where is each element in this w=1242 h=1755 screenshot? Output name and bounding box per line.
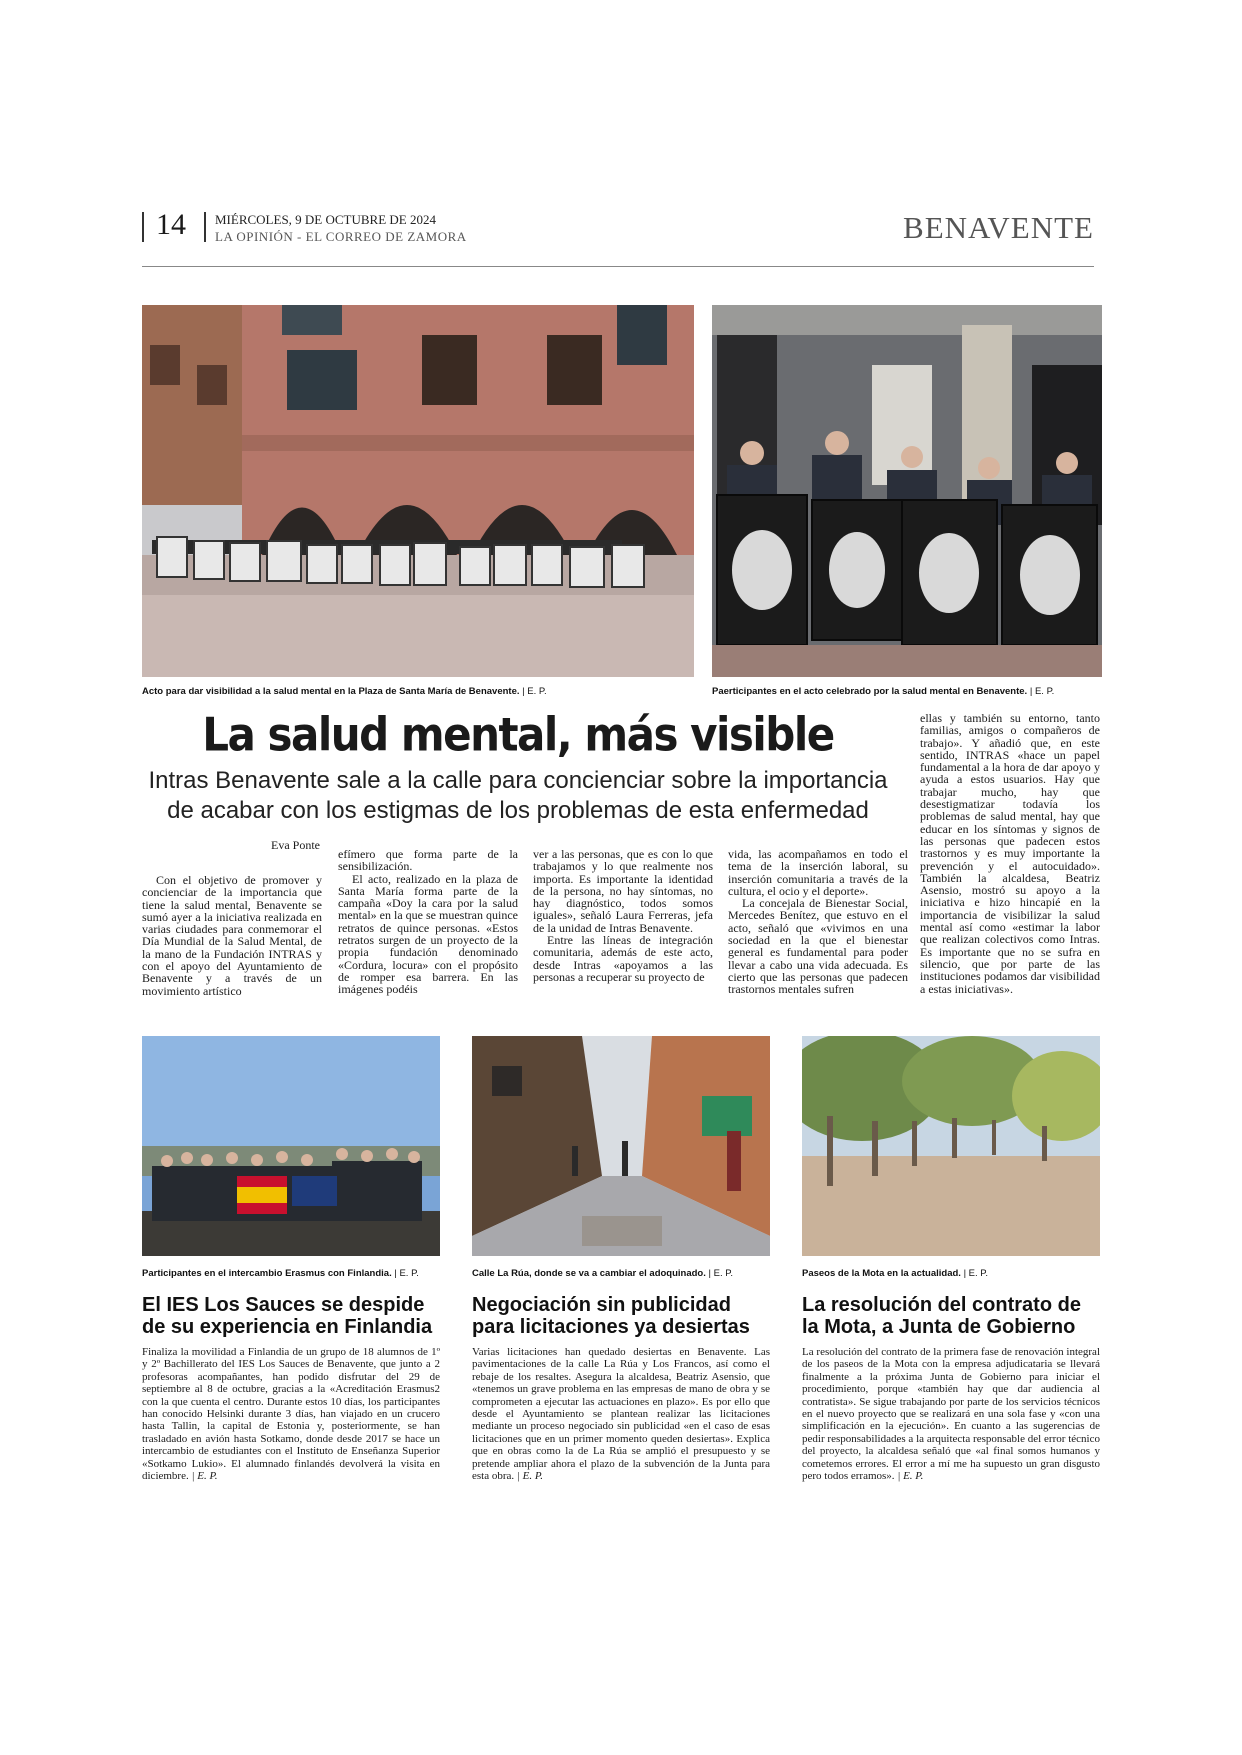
article-column-1 (142, 874, 322, 997)
header-divider (142, 212, 144, 242)
photo-participants-portraits (712, 305, 1102, 677)
photo-plaza-illustration (142, 305, 694, 677)
main-subheadline (142, 766, 894, 826)
brief-body (142, 1346, 440, 1482)
section-title: BENAVENTE (903, 210, 1094, 245)
photo-credit: | E. P. (394, 1268, 419, 1279)
paragraph: La resolución del contrato de la primera fase de renovación integral de los paseos de la Mota con la empresa adjudicataria se llevará finalmente a la próxima Junta de Gobierno para iniciar el procedimiento, porque «también hay que dar audiencia al contratista». Se sigue trabajando por parte de los servicios técnicos en el nuevo proyecto que se realizará en una sola fase y «con una simplificación en la ejecución». En cuanto a las sugerencias de pedir responsabilidades a la arquitecta responsable del error técnico del proyecto, la alcaldesa señaló que «al final somos humanos y cometemos errores. El error a mí me ha supuesto un gran disgusto pero todos erramos». (802, 1346, 1100, 1483)
main-headline: La salud mental, más visible (202, 707, 834, 762)
paragraph: El acto, realizado en la plaza de Santa María forma parte de la campaña «Doy la cara por la salud mental» en la que se muestran quince retratos de quince personas. «Estos retratos surgen de un proyecto de la propia fundación denominado «Cordura, locura» con el propósito de romper esa barrera. En las imágenes podéis (338, 871, 518, 997)
article-column-2 (338, 848, 518, 996)
headline-line: de su experiencia en Finlandia (142, 1316, 433, 1338)
paragraph: efímero que forma parte de la sensibilización. (338, 847, 518, 874)
photo-erasmus-illustration (142, 1036, 440, 1256)
photo-paseos-mota (802, 1036, 1100, 1256)
brief-headline (472, 1294, 772, 1338)
caption-text: Participantes en el intercambio Erasmus con Finlandia. (142, 1268, 392, 1279)
article-column-4 (728, 848, 908, 996)
page-number: 14 (156, 208, 186, 241)
signature: | E. P. (191, 1470, 218, 1483)
photo-credit: | E. P. (1029, 686, 1055, 697)
photo-credit: | E. P. (708, 1268, 733, 1279)
caption-text: Paerticipantes en el acto celebrado por la salud mental en Benavente. (712, 686, 1028, 697)
signature: | E. P. (897, 1470, 924, 1483)
photo-caption (142, 1268, 419, 1279)
header-divider (204, 212, 206, 242)
paragraph: ellas y también su entorno, tanto familias, amigos o compañeros de trabajo». Y añadió que, en este sentido, INTRAS «hace un papel fundamental a la hora de dar apoyo y ayuda a estos usuarios. Hay que trabajar mucho, hay que desestigmatizar todavía los problemas de salud mental, hay que educar en los síntomas y signos de las personas que padecen estos trastornos y es muy importante la prevención y el autocuidado». También la alcaldesa, Beatriz Asensio, mostró su apoyo a la iniciativa e hizo hincapié en la importancia de visibilizar la salud mental así como «estimar la labor que realizan colectivos como Intras. Es importante que no se sufra en silencio, que por parte de las instituciones podamos dar visibilidad a estas iniciativas». (920, 711, 1100, 996)
brief-body (472, 1346, 770, 1482)
photo-caption (142, 686, 547, 697)
photo-credit: | E. P. (522, 686, 547, 697)
paragraph: ver a las personas, que es con lo que trabajamos y lo que realmente nos importa. Es importante la identidad de la persona, no hay síntomas, no hay diagnóstico, todos somos iguales», señaló Laura Ferreras, jefa de la unidad de Intras Benavente. (533, 847, 713, 935)
paragraph: Varias licitaciones han quedado desiertas en Benavente. Las pavimentaciones de la calle La Rúa y Los Francos, así como el rebaje de los resaltes. Asegura la alcaldesa, Beatriz Asensio, que «tenemos un grave problema en las empresas de mano de obra y se comprometen a ejecutar las actuaciones en plazo». Es por ello que desde el Ayuntamiento se plantean realizar las licitaciones mediante un proceso negociado sin publicidad «en el caso de esas licitaciones que en un primer momento queden desiertas». Explica que en obras como la de La Rúa se amplió el presupuesto y se pretende ampliar ahora el plazo de la subvención de la Junta para esta obra. (472, 1346, 770, 1483)
issue-date: MIÉRCOLES, 9 DE OCTUBRE DE 2024 (215, 212, 436, 227)
article-column-5 (920, 712, 1100, 995)
photo-caption (802, 1268, 988, 1279)
paragraph: vida, las acompañamos en todo el tema de la inserción laboral, su inserción comunitaria a través de la cultura, el ocio y el deporte». (728, 847, 908, 898)
brief-body (802, 1346, 1100, 1482)
brief-headline (802, 1294, 1102, 1338)
subheadline-line: de acabar con los estigmas de los problemas de esta enfermedad (167, 797, 869, 824)
paragraph: Finaliza la movilidad a Finlandia de un grupo de 18 alumnos de 1º y 2º Bachillerato del IES Los Sauces de Benavente, que junto a 2 profesoras acompañantes, han podido disfrutar del 29 de septiembre al 8 de octubre, gracias a la «Acreditación Erasmus2 con la que cuenta el centro. Durante estos 10 días, los participantes han conocido Helsinki durante 3 días, han viajado en un crucero hasta Tallin, la capital de Estonia y, posteriormente, se han trasladado en avión hasta Sotkamo, donde desde 2017 se hace un intercambio de estudiantes con el Instituto de Enseñanza Superior «Sotkamo Lukio». El alumnado finlandés devolverá la visita en diciembre. (142, 1346, 440, 1483)
signature: | E. P. (516, 1470, 543, 1483)
caption-text: Acto para dar visibilidad a la salud mental en la Plaza de Santa María de Benavente. (142, 686, 520, 697)
photo-caption (472, 1268, 733, 1279)
newspaper-name: LA OPINIÓN - EL CORREO DE ZAMORA (215, 229, 467, 244)
paragraph: Entre las líneas de integración comunitaria, además de este acto, desde Intras «apoyamos a las personas a recuperar su proyecto de (533, 933, 713, 984)
article-column-3 (533, 848, 713, 983)
photo-street-illustration (472, 1036, 770, 1256)
photo-park-illustration (802, 1036, 1100, 1256)
photo-plaza-santa-maria (142, 305, 694, 677)
caption-text: Calle La Rúa, donde se va a cambiar el adoquinado. (472, 1268, 706, 1279)
brief-headline (142, 1294, 442, 1338)
headline-line: El IES Los Sauces se despide (142, 1294, 425, 1316)
byline: Eva Ponte (271, 838, 320, 852)
headline-line: La resolución del contrato de (802, 1294, 1081, 1316)
header-rule (142, 266, 1094, 267)
photo-credit: | E. P. (963, 1268, 989, 1279)
paragraph: Con el objetivo de promover y concienciar de la importancia que tiene la salud mental, Benavente se sumó ayer a la iniciativa realizada en varias ciudades para conmemorar el Día Mundial de la Salud Mental, de la mano de la Fundación INTRAS y con el apoyo del Ayuntamiento de Benavente y a través de un movimiento artístico (142, 873, 322, 998)
caption-text: Paseos de la Mota en la actualidad. (802, 1268, 961, 1279)
paragraph: La concejala de Bienestar Social, Mercedes Benítez, que estuvo en el acto, señaló que «vivimos en una sociedad en la que el bienestar general es fundamental para poder llevar a cabo una vida adecuada. Es cierto que las personas que padecen trastornos mentales sufren (728, 896, 908, 997)
headline-line: la Mota, a Junta de Gobierno (802, 1316, 1076, 1338)
subheadline-line: Intras Benavente sale a la calle para concienciar sobre la importancia (148, 767, 888, 794)
headline-line: Negociación sin publicidad (472, 1294, 731, 1316)
photo-calle-la-rua (472, 1036, 770, 1256)
headline-line: para licitaciones ya desiertas (472, 1316, 750, 1338)
photo-erasmus-finland (142, 1036, 440, 1256)
photo-caption (712, 686, 1054, 697)
photo-participants-illustration (712, 305, 1102, 677)
